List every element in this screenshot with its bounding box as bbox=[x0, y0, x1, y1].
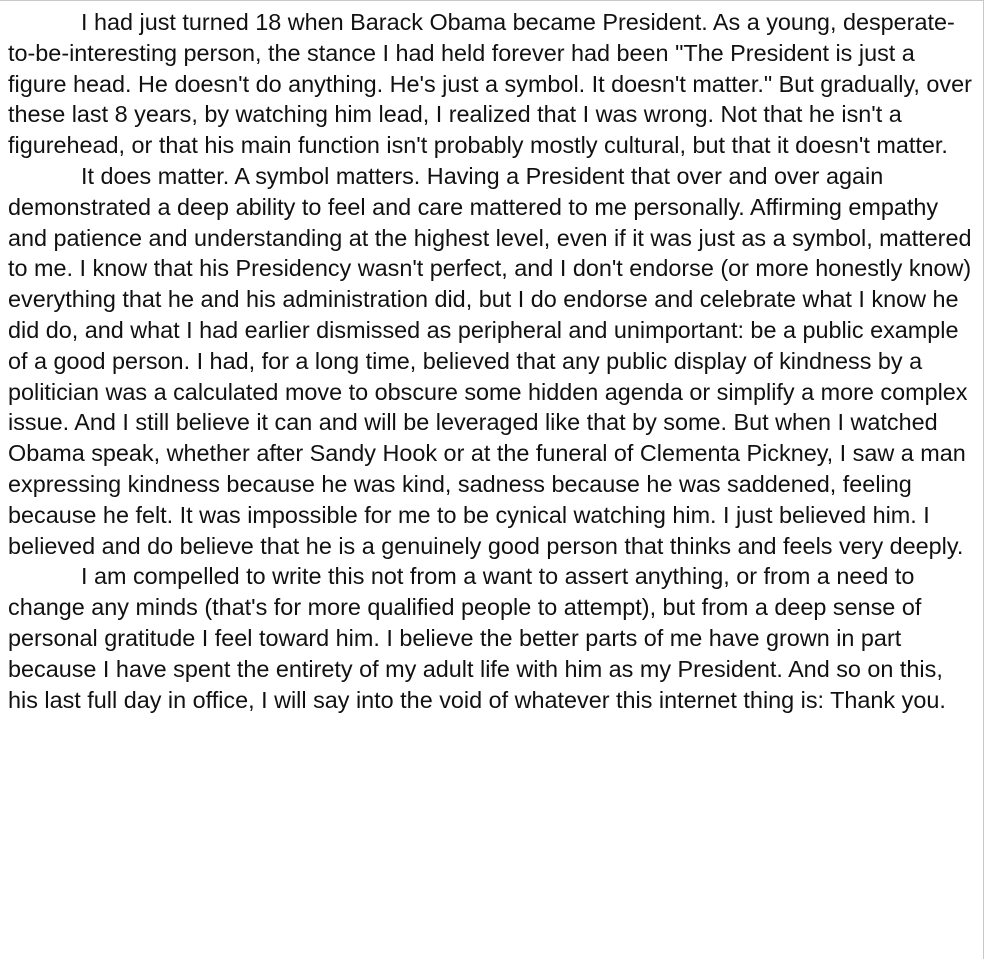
document-body bbox=[8, 7, 972, 715]
paragraph-3: I am compelled to write this not from a want to assert anything, or from a need to change any minds (that's for more qualified people to attempt), but from a deep sense of personal gratitude I feel toward him. I believe the better parts of me have grown in part because I have spent the entirety of my adult life with him as my President. And so on this, his last full day in office, I will say into the void of whatever this internet thing is: Thank you. bbox=[8, 563, 946, 713]
paragraph-2: It does matter. A symbol matters. Having a President that over and over again demonstrated a deep ability to feel and care mattered to me personally. Affirming empathy and patience and understanding at the highest level, even if it was just as a symbol, mattered to me. I know that his Presidency wasn't perfect, and I don't endorse (or more honestly know) everything that he and his administration did, but I do endorse and celebrate what I know he did do, and what I had earlier dismissed as peripheral and unimportant: be a public example of a good person. I had, for a long time, believed that any public display of kindness by a politician was a calculated move to obscure some hidden agenda or simplify a more complex issue. And I still believe it can and will be leveraged like that by some. But when I watched Obama speak, whether after Sandy Hook or at the funeral of Clementa Pickney, I saw a man expressing kindness because he was kind, sadness because he was saddened, feeling because he felt. It was impossible for me to be cynical watching him. I just believed him. I believed and do believe that he is a genuinely good person that thinks and feels very deeply. bbox=[8, 162, 972, 559]
paragraph-1: I had just turned 18 when Barack Obama became President. As a young, desperate-to-be-interesting person, the stance I had held forever had been "The President is just a figure head. He doesn't do anything. He's just a symbol. It doesn't matter." But gradually, over these last 8 years, by watching him lead, I realized that I was wrong. Not that he isn't a figurehead, or that his main function isn't probably mostly cultural, but that it doesn't matter. bbox=[8, 9, 972, 159]
